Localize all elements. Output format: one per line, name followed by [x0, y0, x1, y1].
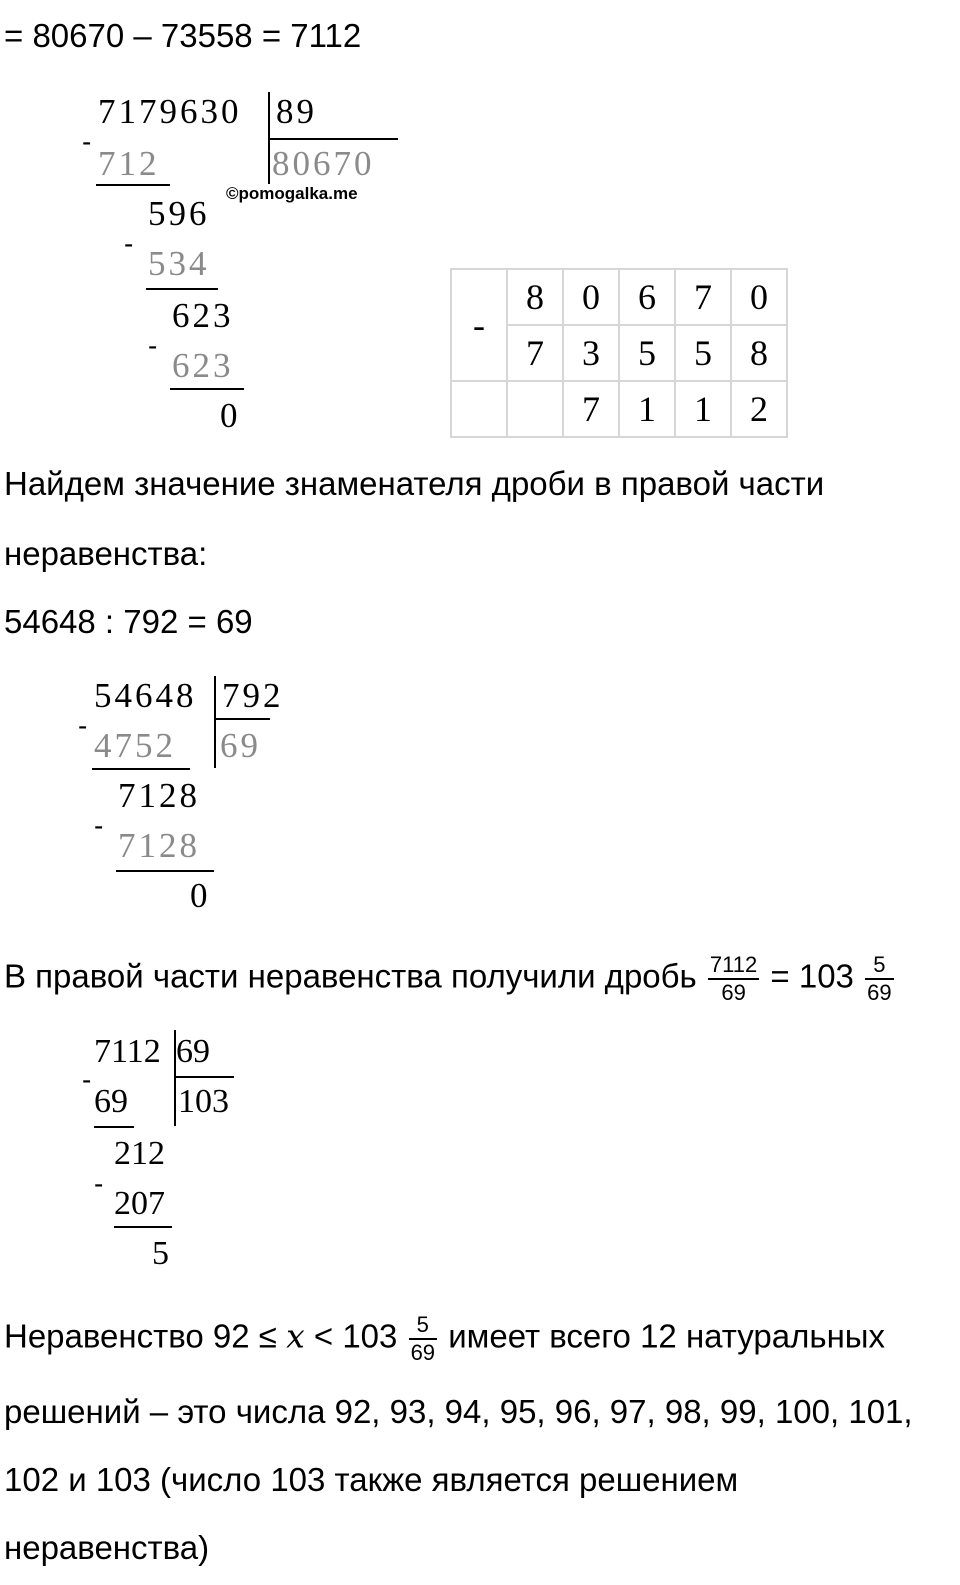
step-line	[146, 288, 218, 290]
step-subtrahend: 7128	[118, 826, 200, 865]
paragraph-line: неравенства:	[4, 535, 208, 572]
watermark: ©pomogalka.me	[226, 184, 358, 203]
empty-cell	[451, 381, 507, 437]
divisor-line	[176, 1076, 234, 1078]
statement-prefix: Неравенство 92 ≤	[4, 1317, 277, 1355]
step-remainder: 596	[148, 194, 210, 233]
step-line	[116, 870, 214, 872]
dividend: 54648	[94, 676, 197, 715]
step-line	[94, 1126, 134, 1128]
division-bracket	[214, 676, 216, 768]
fraction	[708, 952, 759, 1006]
divisor: 792	[222, 676, 284, 715]
step-line	[96, 184, 170, 186]
result-digit: 7	[563, 381, 619, 437]
step-subtrahend: 69	[94, 1083, 128, 1120]
dividend: 7112	[94, 1033, 161, 1070]
step-subtrahend: 712	[98, 144, 160, 183]
step-subtrahend: 623	[172, 346, 234, 385]
divisor-line	[216, 718, 270, 720]
quotient: 69	[220, 726, 261, 765]
fraction-denominator: 69	[721, 980, 746, 1005]
quotient: 80670	[272, 144, 375, 183]
divisor: 89	[276, 92, 317, 131]
divisor-line	[270, 138, 398, 140]
result-digit: 2	[731, 381, 787, 437]
column-subtraction-table	[450, 268, 788, 438]
paragraph-line: Найдем значение знаменателя дроби в правой части	[4, 465, 825, 502]
minus-sign: -	[94, 810, 104, 841]
equation: 54648 : 792 = 69	[4, 603, 253, 640]
fraction-numerator: 5	[409, 1312, 437, 1340]
step-subtrahend: 207	[114, 1185, 165, 1222]
step-remainder: 212	[114, 1135, 165, 1172]
result-digit	[507, 381, 563, 437]
minuend-digit: 7	[675, 269, 731, 325]
minuend-digit: 6	[619, 269, 675, 325]
fraction	[865, 952, 893, 1006]
subtrahend-digit: 3	[563, 325, 619, 381]
minuend-digit: 0	[563, 269, 619, 325]
step-line	[92, 768, 190, 770]
step-line	[114, 1226, 172, 1228]
paragraph-line: неравенства)	[4, 1529, 210, 1566]
step-subtrahend: 534	[148, 244, 210, 283]
quotient: 103	[178, 1083, 229, 1120]
subtrahend-digit: 8	[731, 325, 787, 381]
minus-sign: -	[94, 1168, 104, 1199]
subtrahend-digit: 7	[507, 325, 563, 381]
final-remainder: 0	[190, 876, 211, 915]
final-remainder: 0	[220, 396, 241, 435]
minus-sign: -	[82, 126, 92, 157]
statement-text: В правой части неравенства получили дробь	[4, 957, 697, 995]
fraction-numerator: 7112	[708, 952, 759, 980]
step-remainder: 7128	[118, 776, 200, 815]
paragraph-line: 102 и 103 (число 103 также является решением	[4, 1461, 739, 1498]
minus-sign: -	[148, 330, 158, 361]
divisor: 69	[176, 1033, 210, 1070]
dividend: 7179630	[98, 92, 242, 131]
step-remainder: 623	[172, 296, 234, 335]
minus-sign: -	[124, 228, 134, 259]
minus-sign: -	[82, 1064, 92, 1095]
subtrahend-digit: 5	[619, 325, 675, 381]
fraction-statement	[4, 952, 896, 1006]
equals-whole: = 103	[770, 957, 854, 995]
fraction-numerator: 5	[865, 952, 893, 980]
statement-middle: < 103	[313, 1317, 398, 1355]
result-digit: 1	[619, 381, 675, 437]
variable-x: x	[286, 1316, 305, 1356]
fraction-denominator: 69	[410, 1340, 436, 1365]
final-remainder: 5	[152, 1235, 169, 1272]
step-line	[170, 388, 244, 390]
step-subtrahend: 4752	[94, 726, 176, 765]
fraction-denominator: 69	[867, 980, 892, 1005]
fraction	[409, 1312, 437, 1366]
minuend-digit: 0	[731, 269, 787, 325]
result-digit: 1	[675, 381, 731, 437]
minuend-digit: 8	[507, 269, 563, 325]
paragraph-line: решений – это числа 92, 93, 94, 95, 96, 97, 98, 99, 100, 101,	[4, 1393, 913, 1430]
subtrahend-digit: 5	[675, 325, 731, 381]
inequality-statement	[4, 1312, 885, 1366]
minus-cell: -	[451, 269, 507, 381]
statement-suffix: имеет всего 12 натуральных	[448, 1317, 886, 1355]
minus-sign: -	[78, 710, 88, 741]
intro-equation: = 80670 – 73558 = 7112	[4, 17, 362, 54]
